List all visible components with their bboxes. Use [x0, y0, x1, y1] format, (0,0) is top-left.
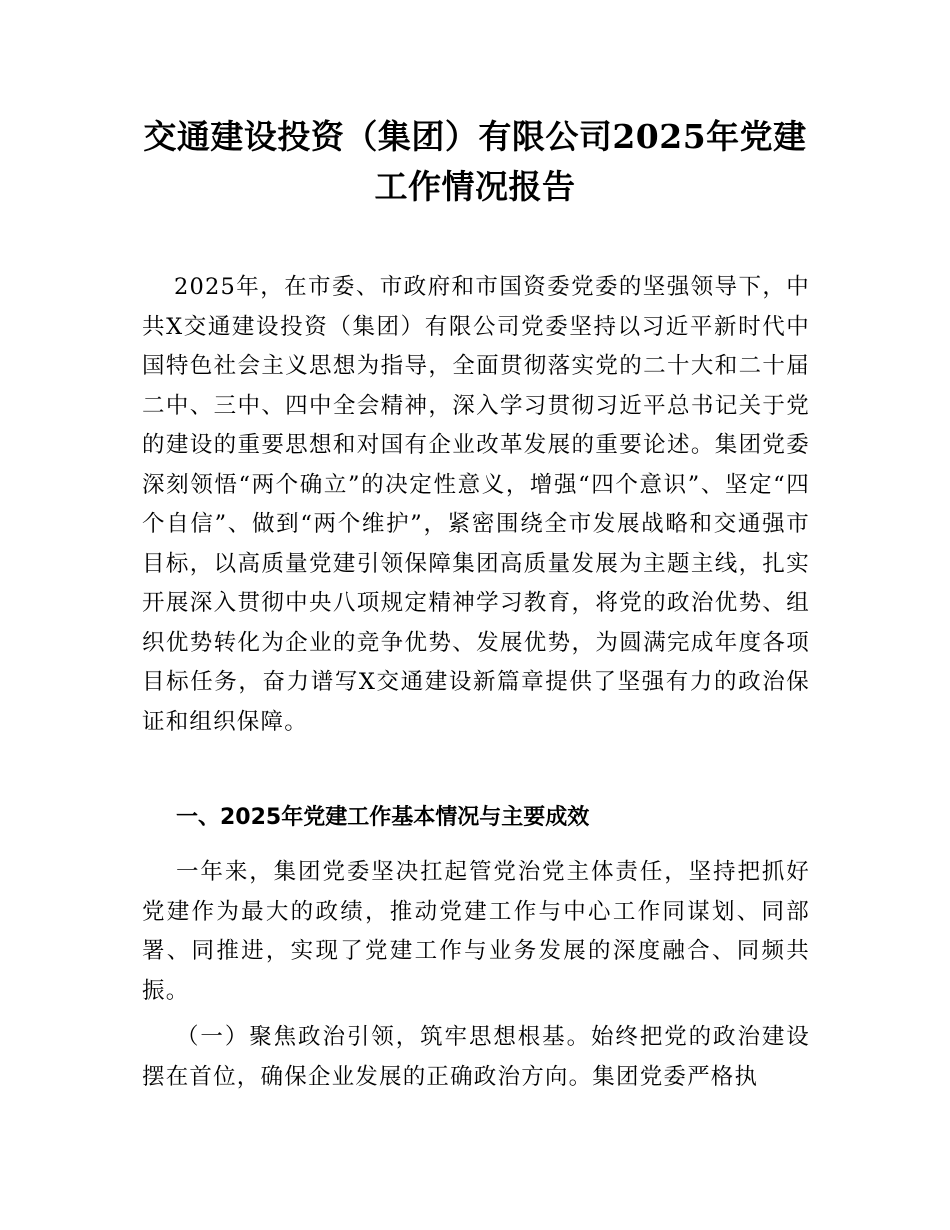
title-line-2: 工作情况报告: [374, 167, 576, 206]
subsection-1-paragraph: （一）聚焦政治引领，筑牢思想根基。始终把党的政治建设摆在首位，确保企业发展的正确政治方向。集团党委严格执: [142, 1024, 810, 1090]
section-1-paragraph: 一年来，集团党委坚决扛起管党治党主体责任，坚持把抓好党建作为最大的政绩，推动党建工作与中心工作同谋划、同部署、同推进，实现了党建工作与业务发展的深度融合、同频共振。: [142, 859, 810, 1004]
title-line-1: 交通建设投资（集团）有限公司2025年党建: [143, 117, 807, 156]
intro-paragraph: 2025年，在市委、市政府和市国资委党委的坚强领导下，中共X交通建设投资（集团）有限公司党委坚持以习近平新时代中国特色社会主义思想为指导，全面贯彻落实党的二十大和二十届二中、三中、四中全会精神，深入学习贯彻习近平总书记关于党的建设的重要思想和对国有企业改革发展的重要论述。集团党委深刻领悟“两个确立”的决定性意义，增强“四个意识”、坚定“四个自信”、做到“两个维护”，紧密围绕全市发展战略和交通强市目标，以高质量党建引领保障集团高质量发展为主题主线，扎实开展深入贯彻中央八项规定精神学习教育，将党的政治优势、组织优势转化为企业的竞争优势、发展优势，为圆满完成年度各项目标任务，奋力谱写X交通建设新篇章提供了坚强有力的政治保证和组织保障。: [142, 274, 810, 735]
section-heading-1: 一、2025年党建工作基本情况与主要成效: [176, 805, 590, 830]
document-title: [120, 112, 830, 212]
